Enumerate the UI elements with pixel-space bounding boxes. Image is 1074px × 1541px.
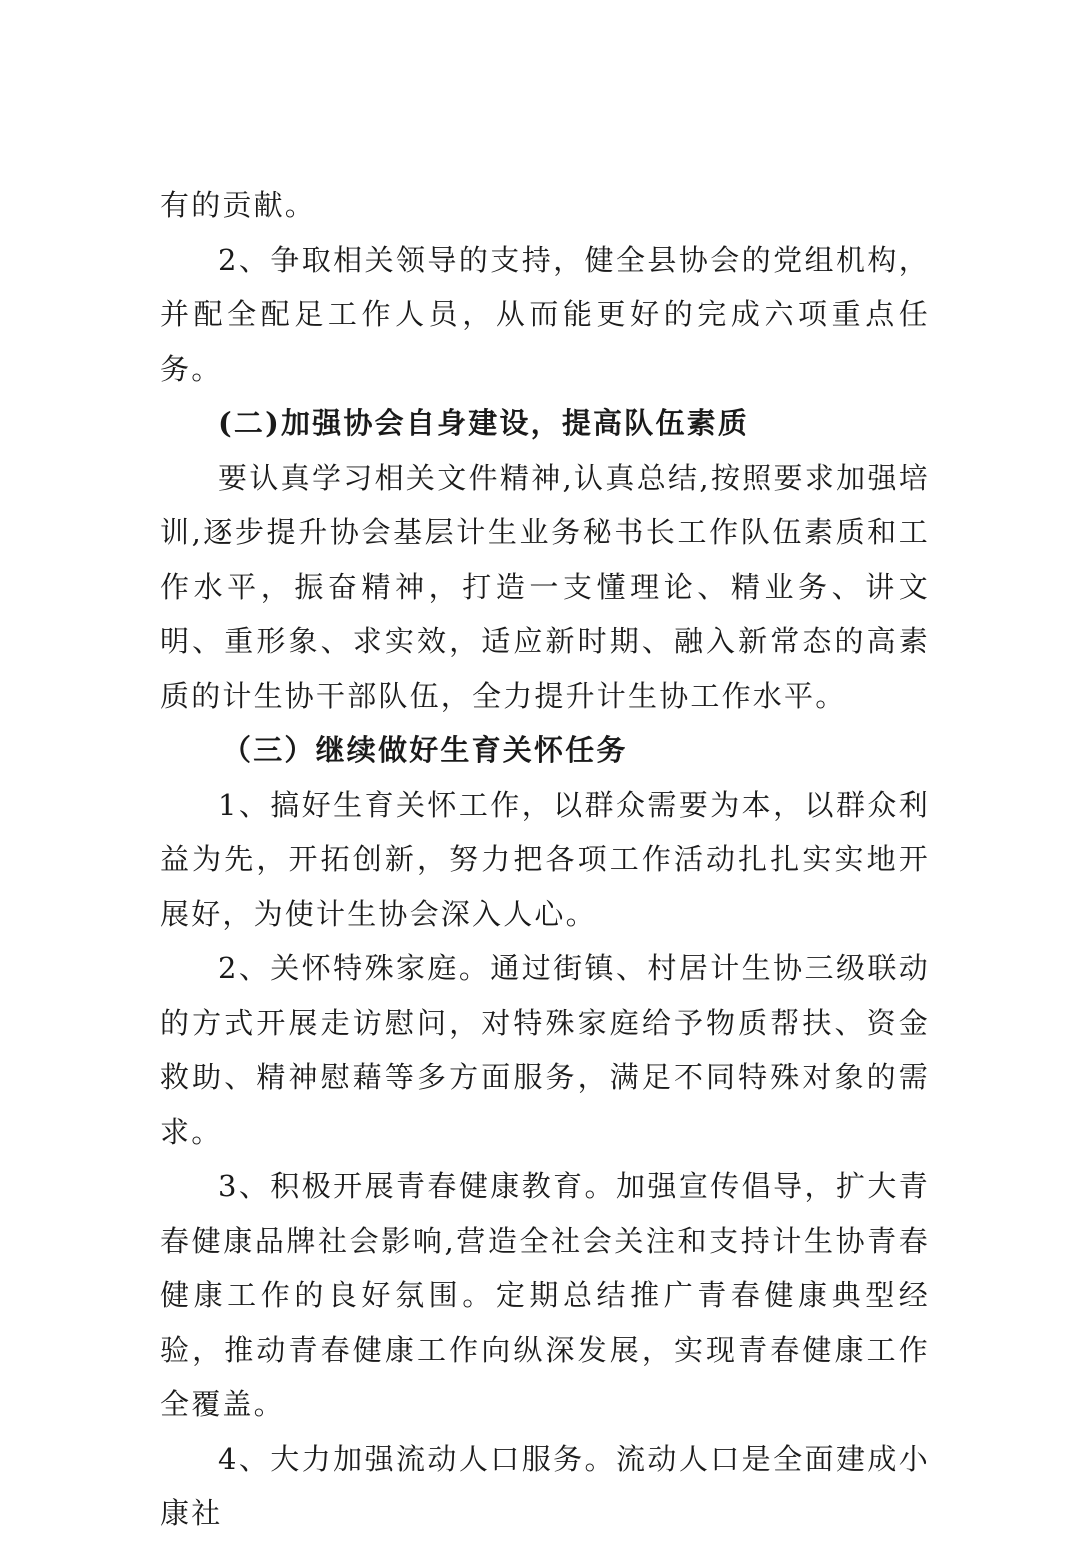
section-heading-2: (二)加强协会自身建设，提高队伍素质: [218, 406, 750, 440]
document-body: [160, 178, 930, 1541]
paragraph-item-3-youth-health: 3、积极开展青春健康教育。加强宣传倡导，扩大青春健康品牌社会影响,营造全社会关注和支持计生协青春健康工作的良好氛围。定期总结推广青春健康典型经验，推动青春健康工作向纵深发展，实现青春健康工作全覆盖。: [160, 1169, 930, 1421]
paragraph-item-2-special-families: 2、关怀特殊家庭。通过街镇、村居计生协三级联动的方式开展走访慰问，对特殊家庭给予物质帮扶、资金救助、精神慰藉等多方面服务，满足不同特殊对象的需求。: [160, 951, 930, 1149]
paragraph-continuation: 有的贡献。: [160, 188, 317, 222]
section-heading-3: （三）继续做好生育关怀任务: [222, 733, 628, 767]
paragraph-item-4-floating-population: 4、大力加强流动人口服务。流动人口是全面建成小康社: [160, 1441, 930, 1530]
paragraph-team-quality: 要认真学习相关文件精神,认真总结,按照要求加强培训,逐步提升协会基层计生业务秘书长工作队伍素质和工作水平，振奋精神，打造一支懂理论、精业务、讲文明、重形象、求实效，适应新时期、融入新常态的高素质的计生协干部队伍，全力提升计生协工作水平。: [160, 460, 930, 713]
paragraph-item-1-care-work: 1、搞好生育关怀工作，以群众需要为本，以群众利益为先，开拓创新，努力把各项工作活动扎扎实实地开展好，为使计生协会深入人心。: [160, 787, 930, 931]
paragraph-item-2-leadership-support: 2、争取相关领导的支持，健全县协会的党组机构，并配全配足工作人员，从而能更好的完成六项重点任务。: [160, 242, 930, 386]
